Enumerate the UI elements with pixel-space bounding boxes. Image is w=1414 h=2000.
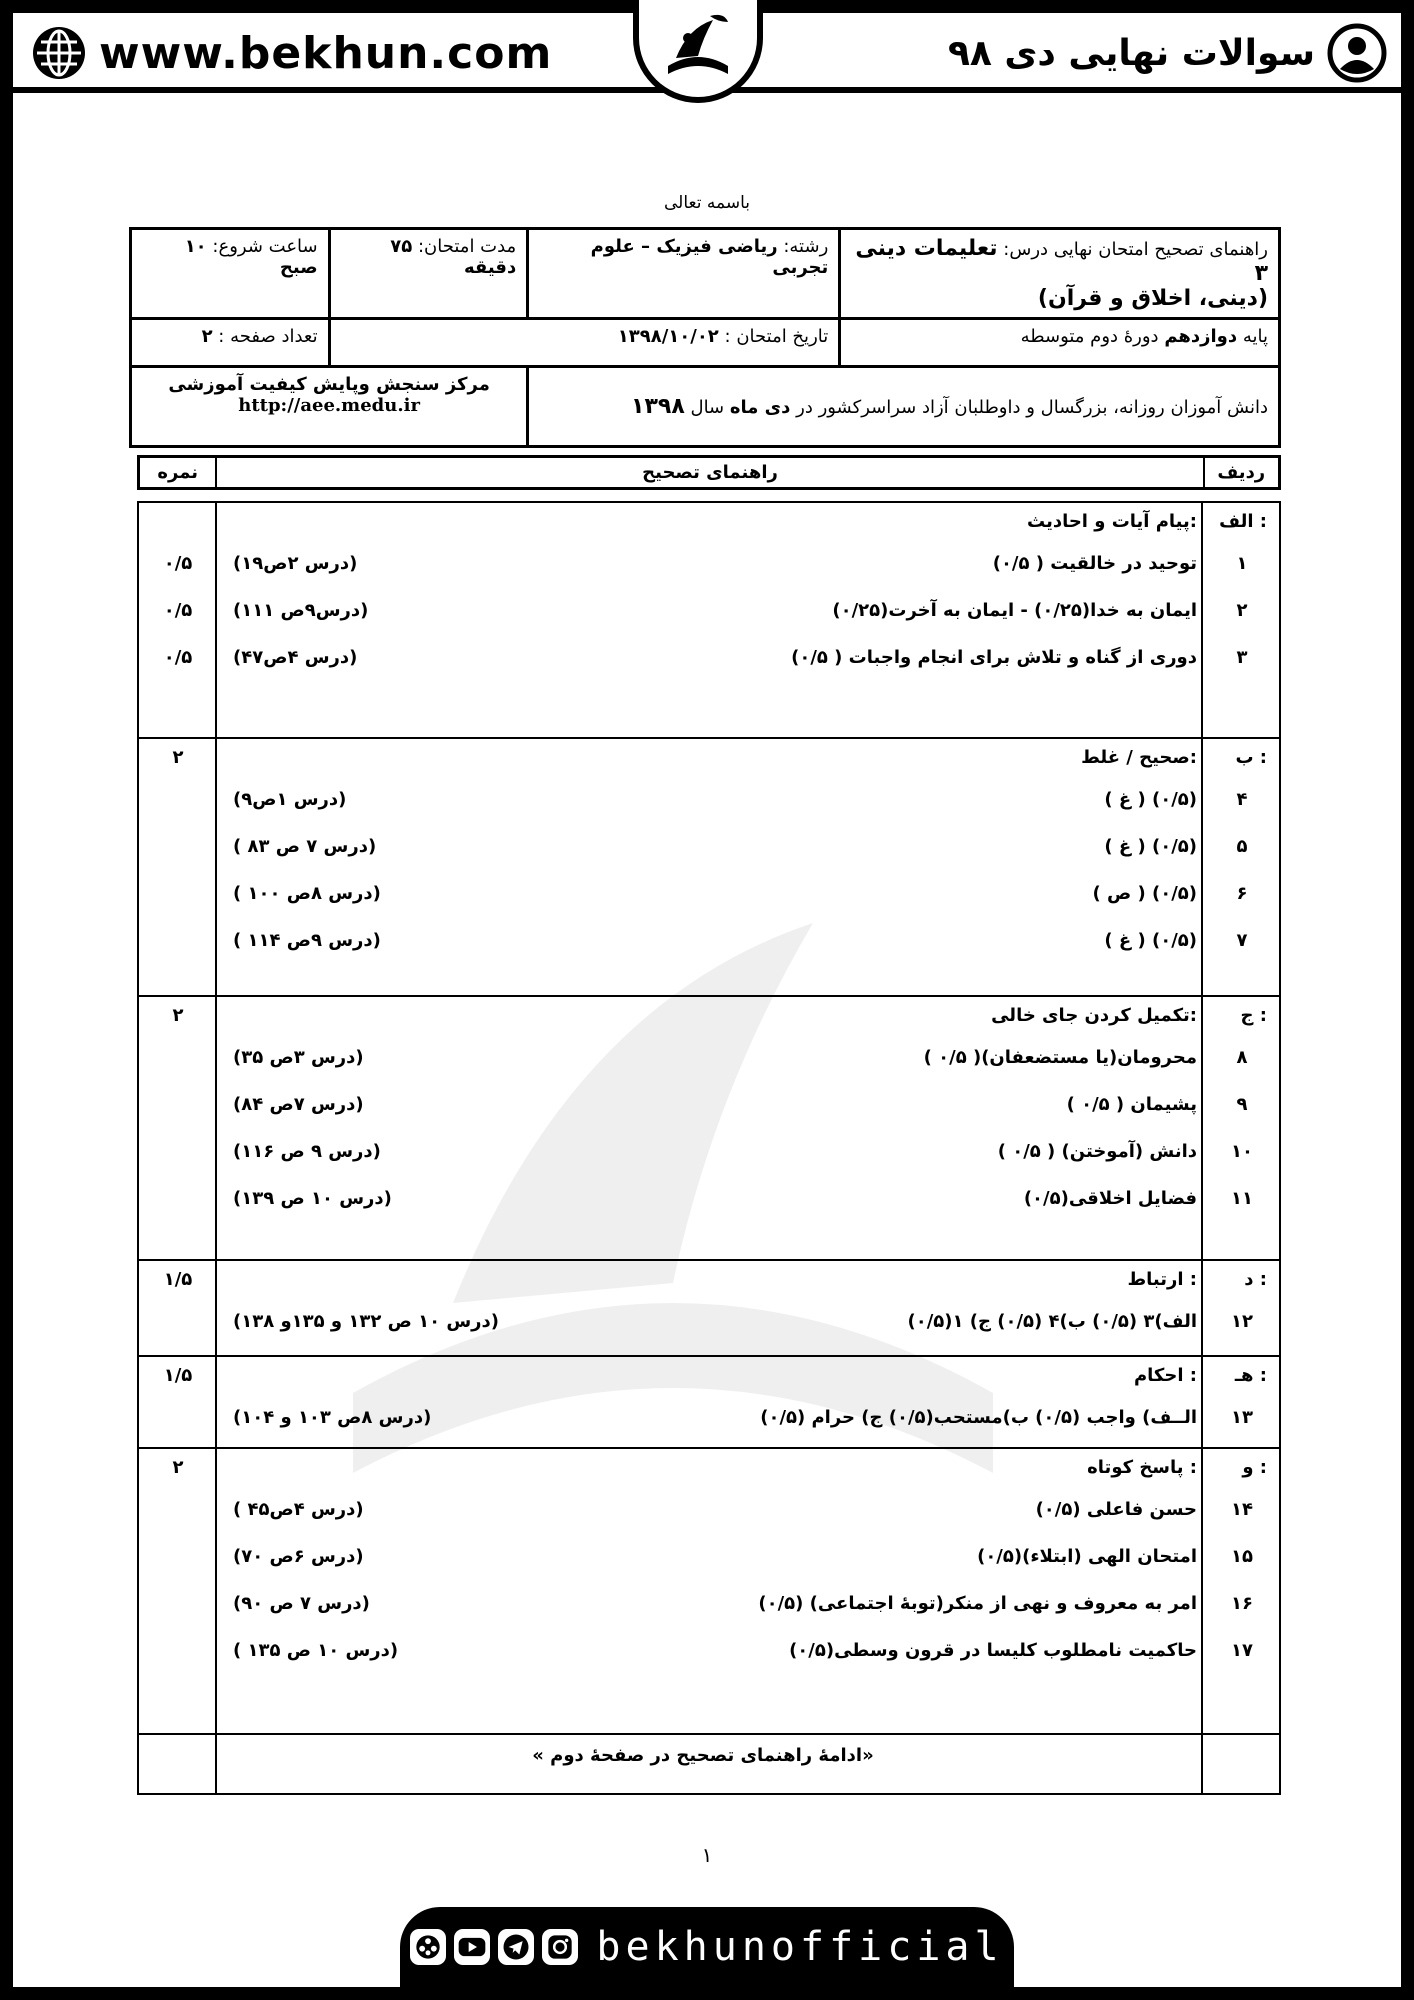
- section-row: [139, 1357, 1279, 1449]
- pages-label: تعداد صفحه :: [218, 326, 318, 347]
- pages-cell: [131, 319, 330, 367]
- item-answer: الــف) واجب (۰/۵) ب)مستحب(۰/۵) ج) حرام (۰/۵): [760, 1407, 1197, 1428]
- section-title: ارتباط :: [1127, 1269, 1197, 1290]
- section-title: تکمیل کردن جای خالی:: [991, 1005, 1197, 1026]
- item-answer: الف)۳ (۰/۵) ب)۴ (۰/۵) ج) ۱(۰/۵): [907, 1311, 1197, 1332]
- item-number: ۱۲: [1231, 1311, 1253, 1332]
- students-text: دانش آموزان روزانه، بزرگسال و داوطلبان آزاد سراسرکشور در: [796, 397, 1268, 418]
- section-letter: و :: [1242, 1457, 1267, 1478]
- item-reference: (درس ۹ص ۱۱۴ ): [233, 930, 381, 951]
- continuation-note: « ادامهٔ راهنمای تصحیح در صفحهٔ دوم»: [532, 1745, 874, 1766]
- item-reference: (درس ۴ص۴۷): [233, 647, 358, 668]
- section-score: ۲: [172, 747, 184, 768]
- course-cell: [840, 229, 1280, 319]
- exam-info-table: [129, 227, 1281, 448]
- section-title: پاسخ کوتاه :: [1087, 1457, 1197, 1478]
- item-number: ۱۴: [1231, 1499, 1253, 1520]
- item-reference: (درس ۸ص ۱۰۳ و ۱۰۴): [233, 1407, 432, 1428]
- page: [13, 13, 1401, 1987]
- item-answer: ( غ ) (۰/۵): [1104, 930, 1197, 951]
- exam-year: ۱۳۹۸: [631, 394, 685, 419]
- students-cell: [528, 367, 1280, 447]
- course-label: راهنمای تصحیح امتحان نهایی درس:: [1003, 239, 1268, 260]
- item-answer: پشیمان ( ۰/۵ ): [1066, 1094, 1197, 1115]
- youtube-icon[interactable]: [454, 1929, 490, 1965]
- item-reference: (درس ۴ص۴۵ ): [233, 1499, 364, 1520]
- grade-value: دوازدهم: [1164, 326, 1238, 347]
- date-value: ۱۳۹۸/۱۰/۰۲: [617, 326, 719, 347]
- item-reference: (درس ۷ص ۸۴): [233, 1094, 364, 1115]
- section-score: ۱/۵: [163, 1269, 193, 1290]
- item-answer: امر به معروف و نهی از منکر(توبهٔ اجتماعی) (۰/۵): [758, 1593, 1197, 1614]
- item-number: ۱۳: [1231, 1407, 1253, 1428]
- section-row: [139, 503, 1279, 739]
- section-row: [139, 739, 1279, 997]
- item-reference: (درس ۲ص۱۹): [233, 553, 358, 574]
- exam-title-block: [948, 23, 1387, 83]
- item-answer: محرومان(یا مستضعفان)( ۰/۵ ): [923, 1047, 1197, 1068]
- answer-key-table: [137, 501, 1281, 1795]
- item-reference: (درس ۱۰ ص ۱۳۲ و ۱۳۵و ۱۳۸): [233, 1311, 500, 1332]
- item-answer: حاکمیت نامطلوب کلیسا در قرون وسطی(۰/۵): [789, 1640, 1197, 1661]
- item-number: ۴: [1236, 789, 1248, 810]
- center-name: مرکز سنجش وپایش کیفیت آموزشی: [168, 374, 490, 395]
- item-answer: ( غ ) (۰/۵): [1104, 789, 1197, 810]
- section-row: [139, 1261, 1279, 1357]
- section-row: [139, 1449, 1279, 1735]
- field-value: ریاضی فیزیک – علوم تجربی: [590, 236, 829, 278]
- section-letter: هـ :: [1234, 1365, 1267, 1386]
- item-reference: (درس ۹ ص ۱۱۶): [233, 1141, 381, 1162]
- col-row: ردیف: [1204, 457, 1280, 489]
- item-answer: ( غ ) (۰/۵): [1104, 836, 1197, 857]
- duration-cell: [329, 229, 528, 319]
- book-logo-icon: [658, 8, 738, 88]
- section-title: صحیح / غلط:: [1081, 747, 1197, 768]
- item-number: ۱۶: [1231, 1593, 1253, 1614]
- section-title: احکام :: [1133, 1365, 1197, 1386]
- item-number: ۱۵: [1231, 1546, 1253, 1567]
- item-reference: (درس ۸ص ۱۰۰ ): [233, 883, 381, 904]
- item-number: ۱۰: [1231, 1141, 1253, 1162]
- doc-heading: باسمه تعالی: [664, 193, 750, 213]
- date-cell: [329, 319, 840, 367]
- item-reference: (درس ۱ص۹): [233, 789, 347, 810]
- social-handle[interactable]: bekhunofficial: [596, 1924, 1004, 1970]
- brand-logo: [633, 0, 763, 103]
- item-answer: امتحان الهی (ابتلاء)(۰/۵): [977, 1546, 1197, 1567]
- item-answer: ( ص ) (۰/۵): [1092, 883, 1197, 904]
- start-value: ۱۰ صبح: [184, 236, 318, 278]
- item-number: ۲: [1236, 600, 1248, 621]
- grade-prefix: پایه: [1242, 326, 1268, 347]
- section-score: ۲: [172, 1457, 184, 1478]
- item-number: ۱: [1236, 553, 1248, 574]
- social-bar: [400, 1907, 1014, 1987]
- field-cell: [528, 229, 840, 319]
- item-number: ۱۷: [1231, 1640, 1253, 1661]
- item-score: ۰/۵: [163, 553, 193, 574]
- globe-icon: [31, 25, 87, 81]
- section-row: [139, 997, 1279, 1261]
- site-link[interactable]: [31, 23, 552, 83]
- item-answer: دانش (آموختن) ( ۰/۵ ): [997, 1141, 1197, 1162]
- item-answer: توحید در خالقیت ( ۰/۵): [992, 553, 1197, 574]
- item-number: ۳: [1236, 647, 1248, 668]
- instagram-icon[interactable]: [542, 1929, 578, 1965]
- course-name: تعلیمات دینی ۳: [855, 236, 1268, 286]
- field-label: رشته:: [783, 236, 829, 257]
- item-reference: (درس ۳ص ۳۵): [233, 1047, 364, 1068]
- item-number: ۵: [1236, 836, 1248, 857]
- year-label: سال: [690, 397, 725, 418]
- section-score: ۱/۵: [163, 1365, 193, 1386]
- telegram-icon[interactable]: [498, 1929, 534, 1965]
- item-number: ۷: [1236, 930, 1248, 951]
- date-label: تاریخ امتحان :: [724, 326, 829, 347]
- col-guide: راهنمای تصحیح: [216, 457, 1203, 489]
- item-number: ۹: [1236, 1094, 1248, 1115]
- item-number: ۱۱: [1231, 1188, 1253, 1209]
- section-letter: ب :: [1235, 747, 1267, 768]
- item-reference: (درس ۶ص ۷۰): [233, 1546, 364, 1567]
- item-answer: فضایل اخلاقی(۰/۵): [1023, 1188, 1197, 1209]
- site-url: www.bekhun.com: [99, 27, 553, 79]
- exam-month: دی ماه: [729, 397, 791, 418]
- column-headers: [137, 455, 1281, 490]
- exam-title: سوالات نهایی دی ۹۸: [947, 32, 1315, 74]
- duration-value: ۷۵ دقیقه: [390, 236, 517, 278]
- duration-label: مدت امتحان:: [417, 236, 517, 257]
- section-letter: ج :: [1240, 1005, 1267, 1026]
- item-number: ۸: [1236, 1047, 1248, 1068]
- reel-icon[interactable]: [410, 1929, 446, 1965]
- user-icon: [1327, 23, 1387, 83]
- section-score: ۲: [172, 1005, 184, 1026]
- item-answer: دوری از گناه و تلاش برای انجام واجبات ( ۰/۵): [791, 647, 1197, 668]
- page-number: ۱: [701, 1843, 713, 1867]
- item-reference: (درس ۱۰ ص ۱۳۵ ): [233, 1640, 399, 1661]
- center-cell: [131, 367, 528, 447]
- item-score: ۰/۵: [163, 647, 193, 668]
- item-reference: (درس ۷ ص ۸۳ ): [233, 836, 377, 857]
- start-label: ساعت شروع:: [212, 236, 318, 257]
- item-reference: (درس ۷ ص ۹۰): [233, 1593, 370, 1614]
- section-title: پیام آیات و احادیث:: [1027, 511, 1197, 532]
- center-url[interactable]: http://aee.medu.ir: [238, 395, 420, 416]
- col-score: نمره: [157, 462, 199, 483]
- course-sub: (دینی، اخلاق و قرآن): [1037, 286, 1268, 311]
- item-number: ۶: [1236, 883, 1248, 904]
- grade-suffix: دورهٔ دوم متوسطه: [1020, 326, 1159, 347]
- start-cell: [131, 229, 330, 319]
- section-letter: د :: [1244, 1269, 1267, 1290]
- item-score: ۰/۵: [163, 600, 193, 621]
- item-reference: (درس ۱۰ ص ۱۳۹): [233, 1188, 392, 1209]
- item-answer: حسن فاعلی (۰/۵): [1035, 1499, 1197, 1520]
- section-letter: الف :: [1219, 511, 1267, 532]
- grade-cell: [840, 319, 1280, 367]
- pages-value: ۲: [201, 326, 213, 347]
- item-answer: ایمان به خدا(۰/۲۵) - ایمان به آخرت(۰/۲۵): [832, 600, 1197, 621]
- item-reference: (درس۹ص ۱۱۱): [233, 600, 369, 621]
- top-banner: [13, 13, 1401, 93]
